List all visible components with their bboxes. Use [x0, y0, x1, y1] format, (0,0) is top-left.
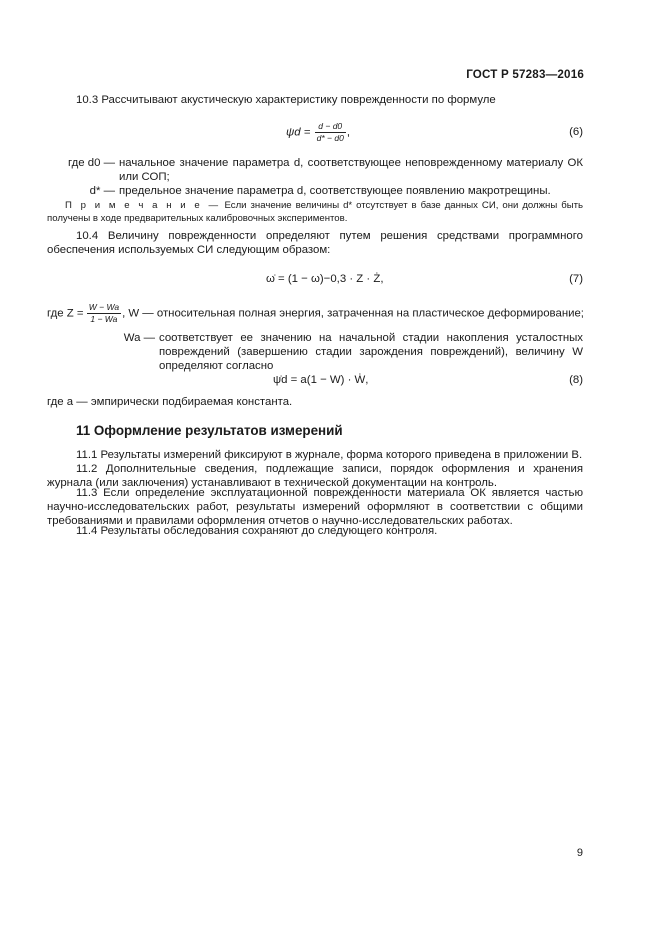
- paragraph-11-4: 11.4 Результаты обследования сохраняют до следующего контроля.: [76, 525, 438, 537]
- formula-6: [286, 121, 350, 144]
- formula-6-lhs: ψd =: [286, 126, 311, 139]
- definition-d0: [47, 156, 583, 186]
- definition-z: [47, 302, 584, 325]
- definition-a: где a — эмпирически подбираемая константа.: [47, 396, 293, 408]
- note: [47, 199, 583, 225]
- formula-6-numerator: d − d0: [315, 121, 346, 133]
- note-text: Если значение величины d* отсутствует в базе данных СИ, они должны быть получены в ходе предварительных калибровочных экспериментов.: [47, 200, 583, 224]
- formula-6-tail: ,: [346, 126, 350, 139]
- definition-text: начальное значение параметра d, соответствующее неповрежденному материалу ОК или СОП;: [119, 157, 583, 183]
- definition-w-text: относительная полная энергия, затраченная на пластическое деформирование;: [156, 307, 584, 320]
- paragraph-10-3: 10.3 Рассчитывают акустическую характеристику поврежденности по формуле: [76, 94, 496, 106]
- paragraph-10-4: 10.4 Величину поврежденности определяют путем решения средствами программного обеспечения используемых СИ следующим образом:: [47, 230, 583, 256]
- definition-text: предельное значение параметра d, соответствующее появлению макротрещины.: [119, 185, 551, 197]
- definition-term: d* —: [89, 185, 115, 197]
- definition-term: Wa —: [123, 332, 155, 344]
- formula-6-number: (6): [569, 126, 583, 138]
- formula-6-fraction: [315, 121, 346, 144]
- section-11-title: 11 Оформление результатов измерений: [76, 423, 343, 438]
- definition-z-fraction: [87, 302, 121, 325]
- note-label: П р и м е ч а н и е —: [65, 200, 221, 211]
- formula-7-number: (7): [569, 273, 583, 285]
- page-number: 9: [576, 847, 583, 859]
- formula-7: ω̇ = (1 − ω)−0,3 · Z · Ż,: [266, 273, 384, 285]
- definition-wa: [47, 331, 583, 375]
- paragraph-11-1: 11.1 Результаты измерений фиксируют в журнале, форма которого приведена в приложении В.: [76, 449, 583, 461]
- formula-8-number: (8): [569, 374, 583, 386]
- paragraph-11-3: 11.3 Если определение эксплуатационной поврежденности материала ОК является частью научно-исследовательских работ, результаты измерений оформляют в соответствии с общими требованиями и правилами оформления отчетов о научно-исследовательских работах.: [47, 487, 583, 527]
- definition-z-numerator: W − Wa: [88, 302, 120, 312]
- definition-z-denominator: 1 − Wa: [90, 314, 118, 324]
- definition-dstar: [47, 184, 583, 200]
- definition-term: где d0 —: [67, 157, 115, 169]
- definition-text: соответствует ее значению на начальной стадии накопления усталостных повреждений (завершению стадии зарождения повреждений), величину W определяют согласно: [159, 332, 583, 372]
- formula-8: ψ̇d = a(1 − W) · Ẇ,: [273, 374, 369, 386]
- paragraph-11-2: 11.2 Дополнительные сведения, подлежащие записи, порядок оформления и хранения журнала (или заключения) устанавливают в технической документации на контроль.: [47, 463, 583, 489]
- definition-w-term: , W —: [122, 307, 154, 320]
- formula-6-denominator: d* − d0: [316, 133, 344, 143]
- document-header: ГОСТ Р 57283—2016: [466, 68, 584, 81]
- definition-z-lead: где Z =: [47, 307, 84, 320]
